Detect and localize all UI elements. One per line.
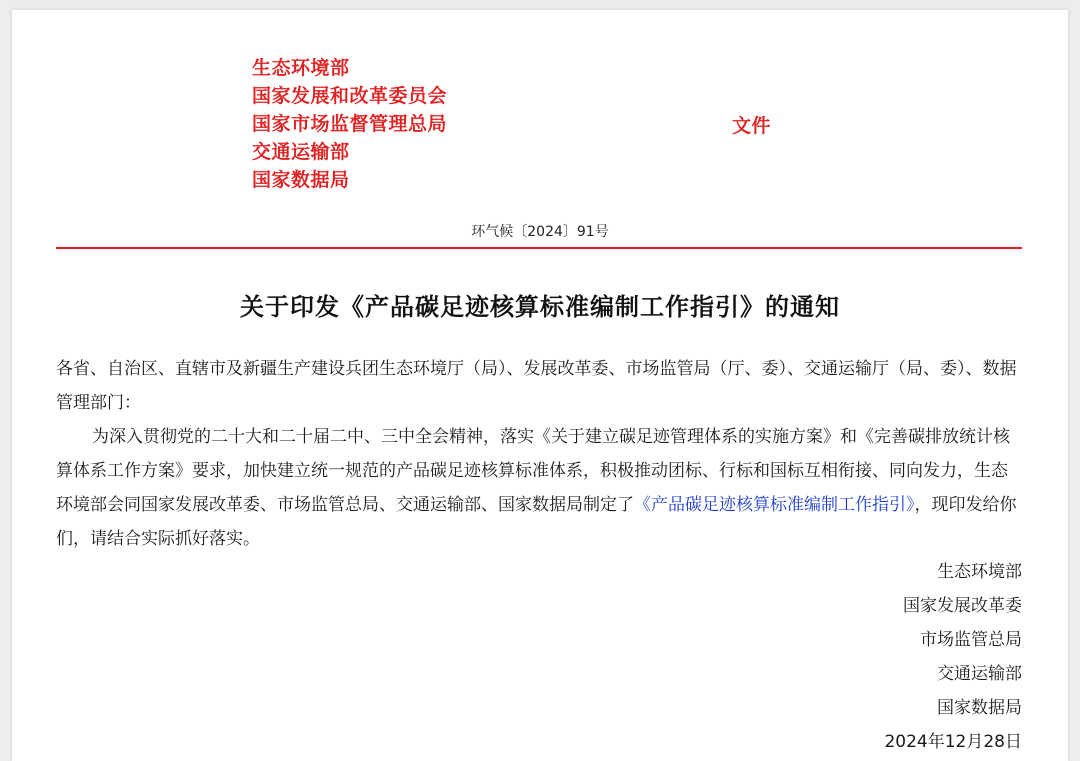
signature-authority: 国家数据局 <box>937 698 1022 718</box>
document-page <box>12 10 1068 761</box>
signature-authority: 生态环境部 <box>937 562 1022 582</box>
salutation: 各省、自治区、直辖市及新疆生产建设兵团生态环境厅（局）、发展改革委、市场监管局（厅、委）、交通运输厅（局、委）、数据管理部门： <box>56 359 1017 413</box>
issue-date: 2024年12月28日 <box>884 732 1022 752</box>
red-header-divider <box>56 247 1022 249</box>
main-paragraph <box>56 420 1024 556</box>
guideline-link[interactable]: 《产品碳足迹核算标准编制工作指引》 <box>634 495 915 515</box>
issuer-name: 生态环境部 <box>252 57 350 79</box>
document-number: 环气候〔2024〕91号 <box>471 224 609 240</box>
issuer-name: 国家市场监督管理总局 <box>252 113 448 135</box>
issuer-name: 交通运输部 <box>252 141 350 163</box>
signature-authority: 国家发展改革委 <box>903 596 1022 616</box>
issuer-name: 国家发展和改革委员会 <box>252 85 448 107</box>
paragraph-text-before-link: 为深入贯彻党的二十大和二十届二中、三中全会精神，落实《关于建立碳足迹管理体系的实施方案》和《完善碳排放统计核算体系工作方案》要求，加快建立统一规范的产品碳足迹核算标准体系，积极推动团标、行标和国标互相衔接、同向发力，生态环境部会同国家发展改革委、市场监管总局、交通运输部、国家数据局制定了 <box>56 427 1010 515</box>
paragraph-text-after-link: ，现印发给你们，请结合实际抓好落实。 <box>56 495 1017 549</box>
document-title: 关于印发《产品碳足迹核算标准编制工作指引》的通知 <box>240 293 840 321</box>
signature-authority: 交通运输部 <box>937 664 1022 684</box>
document-body <box>56 352 1024 556</box>
signature-authority: 市场监管总局 <box>920 630 1022 650</box>
signature-block <box>884 555 1022 759</box>
issuer-name: 国家数据局 <box>252 169 350 191</box>
issuing-authorities <box>252 54 447 194</box>
file-label: 文件 <box>732 115 772 137</box>
